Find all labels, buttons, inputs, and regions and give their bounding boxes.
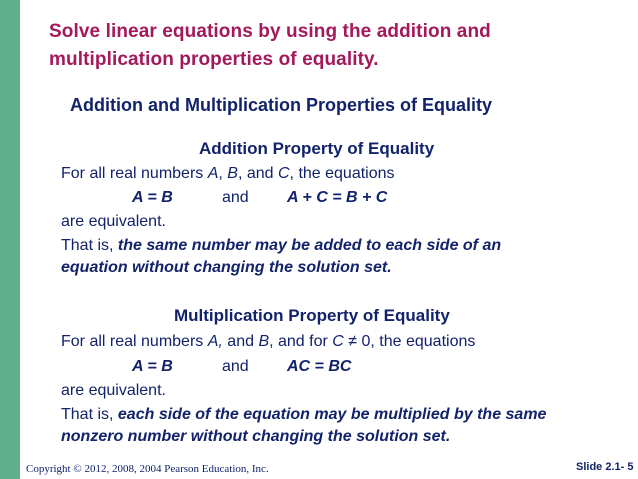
intro-text-mid: , and for (269, 333, 333, 350)
variable-b: B (227, 165, 238, 182)
variable-a: A, (207, 333, 223, 350)
multiplication-that-is-line (61, 406, 546, 424)
addition-equation-and: and (222, 189, 249, 206)
addition-emphasis-line-2: equation without changing the solution set. (61, 259, 392, 276)
slide-title-line-2: multiplication properties of equality. (49, 49, 379, 70)
separator: , and (237, 165, 278, 182)
variable-c: C (332, 333, 344, 350)
multiplication-emphasis-line-1: each side of the equation may be multiplied by the same (117, 406, 547, 423)
addition-emphasis-line-1: the same number may be added to each side of an (117, 237, 502, 254)
slide-title-line-1: Solve linear equations by using the addition and (49, 21, 491, 42)
addition-intro-line (61, 165, 395, 183)
not-equal-sign: ≠ (343, 333, 362, 350)
that-is-label: That is, (61, 237, 118, 254)
intro-text: For all real numbers (61, 165, 208, 182)
multiplication-intro-line (61, 333, 475, 351)
decorative-sidebar (0, 0, 20, 479)
section-subheading: Addition and Multiplication Properties of Equality (70, 95, 493, 115)
variable-b: B (258, 333, 270, 350)
addition-equation-right: A + C = B + C (287, 189, 388, 206)
variable-c: C (277, 165, 290, 182)
multiplication-equation-left: A = B (132, 358, 173, 375)
multiplication-equivalent-text: are equivalent. (61, 382, 166, 399)
addition-property-heading: Addition Property of Equality (199, 139, 435, 158)
intro-text: For all real numbers (61, 333, 208, 350)
addition-equivalent-text: are equivalent. (61, 213, 166, 230)
copyright-footer: Copyright © 2012, 2008, 2004 Pearson Education, Inc. (26, 463, 269, 475)
separator: and (222, 333, 259, 350)
multiplication-equation-right: AC = BC (287, 358, 352, 375)
intro-text-end: , the equations (289, 165, 395, 182)
intro-text-end: 0, the equations (361, 333, 476, 350)
multiplication-property-heading: Multiplication Property of Equality (174, 306, 450, 325)
multiplication-emphasis-line-2: nonzero number without changing the solution set. (61, 428, 451, 445)
addition-equation-left: A = B (132, 189, 173, 206)
that-is-label: That is, (61, 406, 118, 423)
addition-that-is-line (61, 237, 501, 255)
variable-a: A (207, 165, 219, 182)
slide-number: Slide 2.1- 5 (576, 461, 634, 473)
separator: , (218, 165, 228, 182)
multiplication-equation-and: and (222, 358, 249, 375)
